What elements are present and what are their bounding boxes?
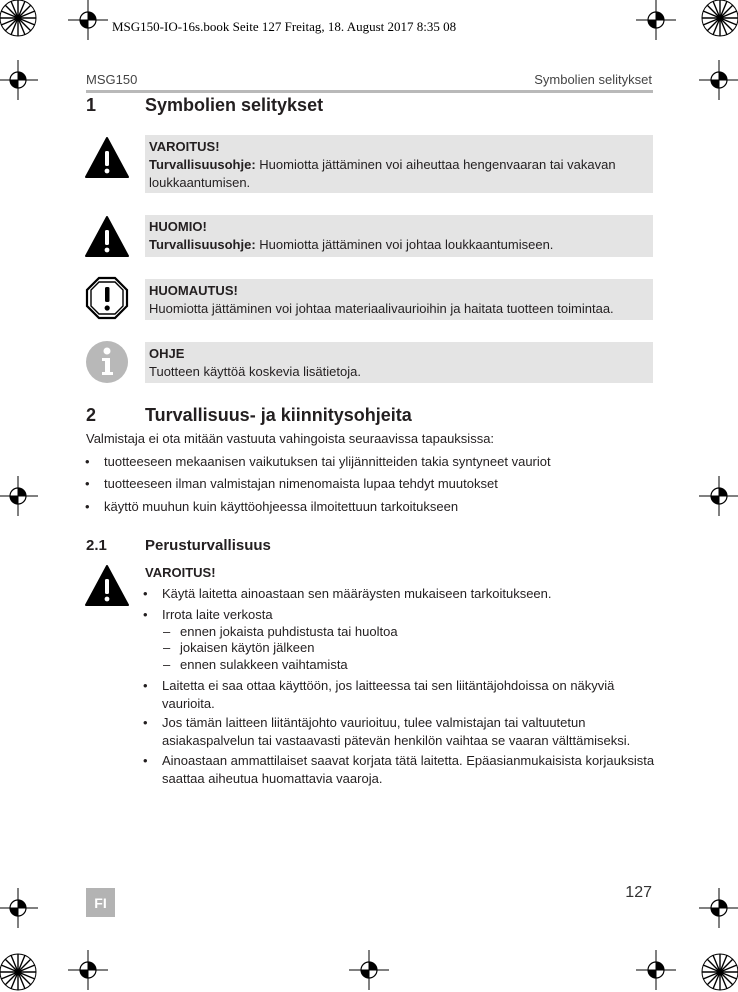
section-2-title: Turvallisuus- ja kiinnitysohjeita	[145, 405, 412, 425]
notice-box-info	[145, 342, 653, 383]
notice-box-warning	[145, 135, 653, 193]
section-2-number: 2	[86, 405, 97, 425]
star-target-icon	[0, 952, 38, 992]
list-item: • käyttö muuhun kuin käyttöohjeessa ilmoitettuun tarkoitukseen	[85, 499, 459, 514]
warning-triangle-icon	[84, 563, 130, 609]
notice-text: Tuotteen käyttöä koskevia lisätietoja.	[149, 364, 361, 379]
warning-triangle-icon	[84, 135, 130, 181]
sub-list-item: – ennen jokaista puhdistusta tai huoltoa	[163, 624, 398, 639]
registration-mark-icon	[0, 886, 40, 930]
notice-octagon-icon	[84, 275, 130, 321]
sub-list-item: – jokaisen käytön jälkeen	[163, 640, 315, 655]
registration-mark-icon	[634, 0, 678, 42]
section-1-number: 1	[86, 95, 97, 115]
section-2-1-title: Perusturvallisuus	[145, 537, 271, 554]
star-target-icon	[700, 0, 738, 38]
sub-list-item: – ennen sulakkeen vaihtamista	[163, 657, 348, 672]
notice-title: HUOMAUTUS!	[149, 283, 238, 298]
registration-mark-icon	[697, 886, 738, 930]
list-item: • tuotteeseen mekaanisen vaikutuksen tai ylijännitteiden takia syntyneet vauriot	[85, 454, 551, 469]
notice-title: OHJE	[149, 346, 185, 361]
star-target-icon	[700, 952, 738, 992]
registration-mark-icon	[66, 0, 110, 42]
section-2-1-number: 2.1	[86, 537, 107, 554]
language-badge: FI	[86, 888, 115, 917]
running-header-left: MSG150	[86, 72, 138, 87]
registration-mark-icon	[0, 474, 40, 518]
list-item: • Ainoastaan ammattilaiset saavat korjata tätä laitetta. Epäasianmukaisista korjauksista saattaa aiheutua huomattavia vaaroja.	[143, 753, 655, 786]
registration-mark-icon	[697, 58, 738, 102]
star-target-icon	[0, 0, 38, 38]
print-slug-line: MSG150-IO-16s.book Seite 127 Freitag, 18. August 2017 8:35 08	[112, 19, 457, 34]
header-rule	[86, 90, 653, 93]
notice-text: Huomiotta jättäminen voi johtaa loukkaantumiseen.	[259, 237, 554, 252]
notice-label: Turvallisuusohje:	[149, 237, 256, 252]
notice-label: Turvallisuusohje:	[149, 157, 256, 172]
registration-mark-icon	[347, 948, 391, 992]
notice-title: HUOMIO!	[149, 219, 207, 234]
list-item: • Käytä laitetta ainoastaan sen määräysten mukaiseen tarkoitukseen.	[143, 586, 552, 601]
section-1-title: Symbolien selitykset	[145, 95, 324, 115]
warning-triangle-icon	[84, 214, 130, 260]
registration-mark-icon	[697, 474, 738, 518]
notice-box-notice	[145, 279, 653, 320]
list-item: • Laitetta ei saa ottaa käyttöön, jos laitteessa tai sen liitäntäjohdoissa on näkyviä vaurioita.	[143, 678, 615, 711]
registration-mark-icon	[66, 948, 110, 992]
list-item: • Irrota laite verkosta	[143, 607, 273, 622]
running-header-right: Symbolien selitykset	[534, 72, 652, 87]
warning-title: VAROITUS!	[145, 565, 216, 580]
list-item: • tuotteeseen ilman valmistajan nimenomaista lupaa tehdyt muutokset	[85, 476, 498, 491]
registration-mark-icon	[0, 58, 40, 102]
notice-text: loukkaantumisen.	[149, 175, 251, 190]
info-icon	[84, 339, 130, 385]
registration-mark-icon	[634, 948, 678, 992]
notice-box-caution	[145, 215, 653, 257]
notice-title: VAROITUS!	[149, 139, 220, 154]
list-item: • Jos tämän laitteen liitäntäjohto vaurioituu, tulee valmistajan tai valtuutetun asiakaspalvelun tai vastaavasti pätevän henkilön vaihtaa se vaaran välttämiseksi.	[143, 715, 631, 748]
notice-text: Huomiotta jättäminen voi johtaa materiaalivaurioihin ja haitata tuotteen toimintaa.	[149, 301, 614, 316]
page-number: 127	[625, 884, 652, 901]
notice-text: Huomiotta jättäminen voi aiheuttaa hengenvaaran tai vakavan	[259, 157, 616, 172]
section-2-intro: Valmistaja ei ota mitään vastuuta vahingoista seuraavissa tapauksissa:	[86, 431, 495, 446]
